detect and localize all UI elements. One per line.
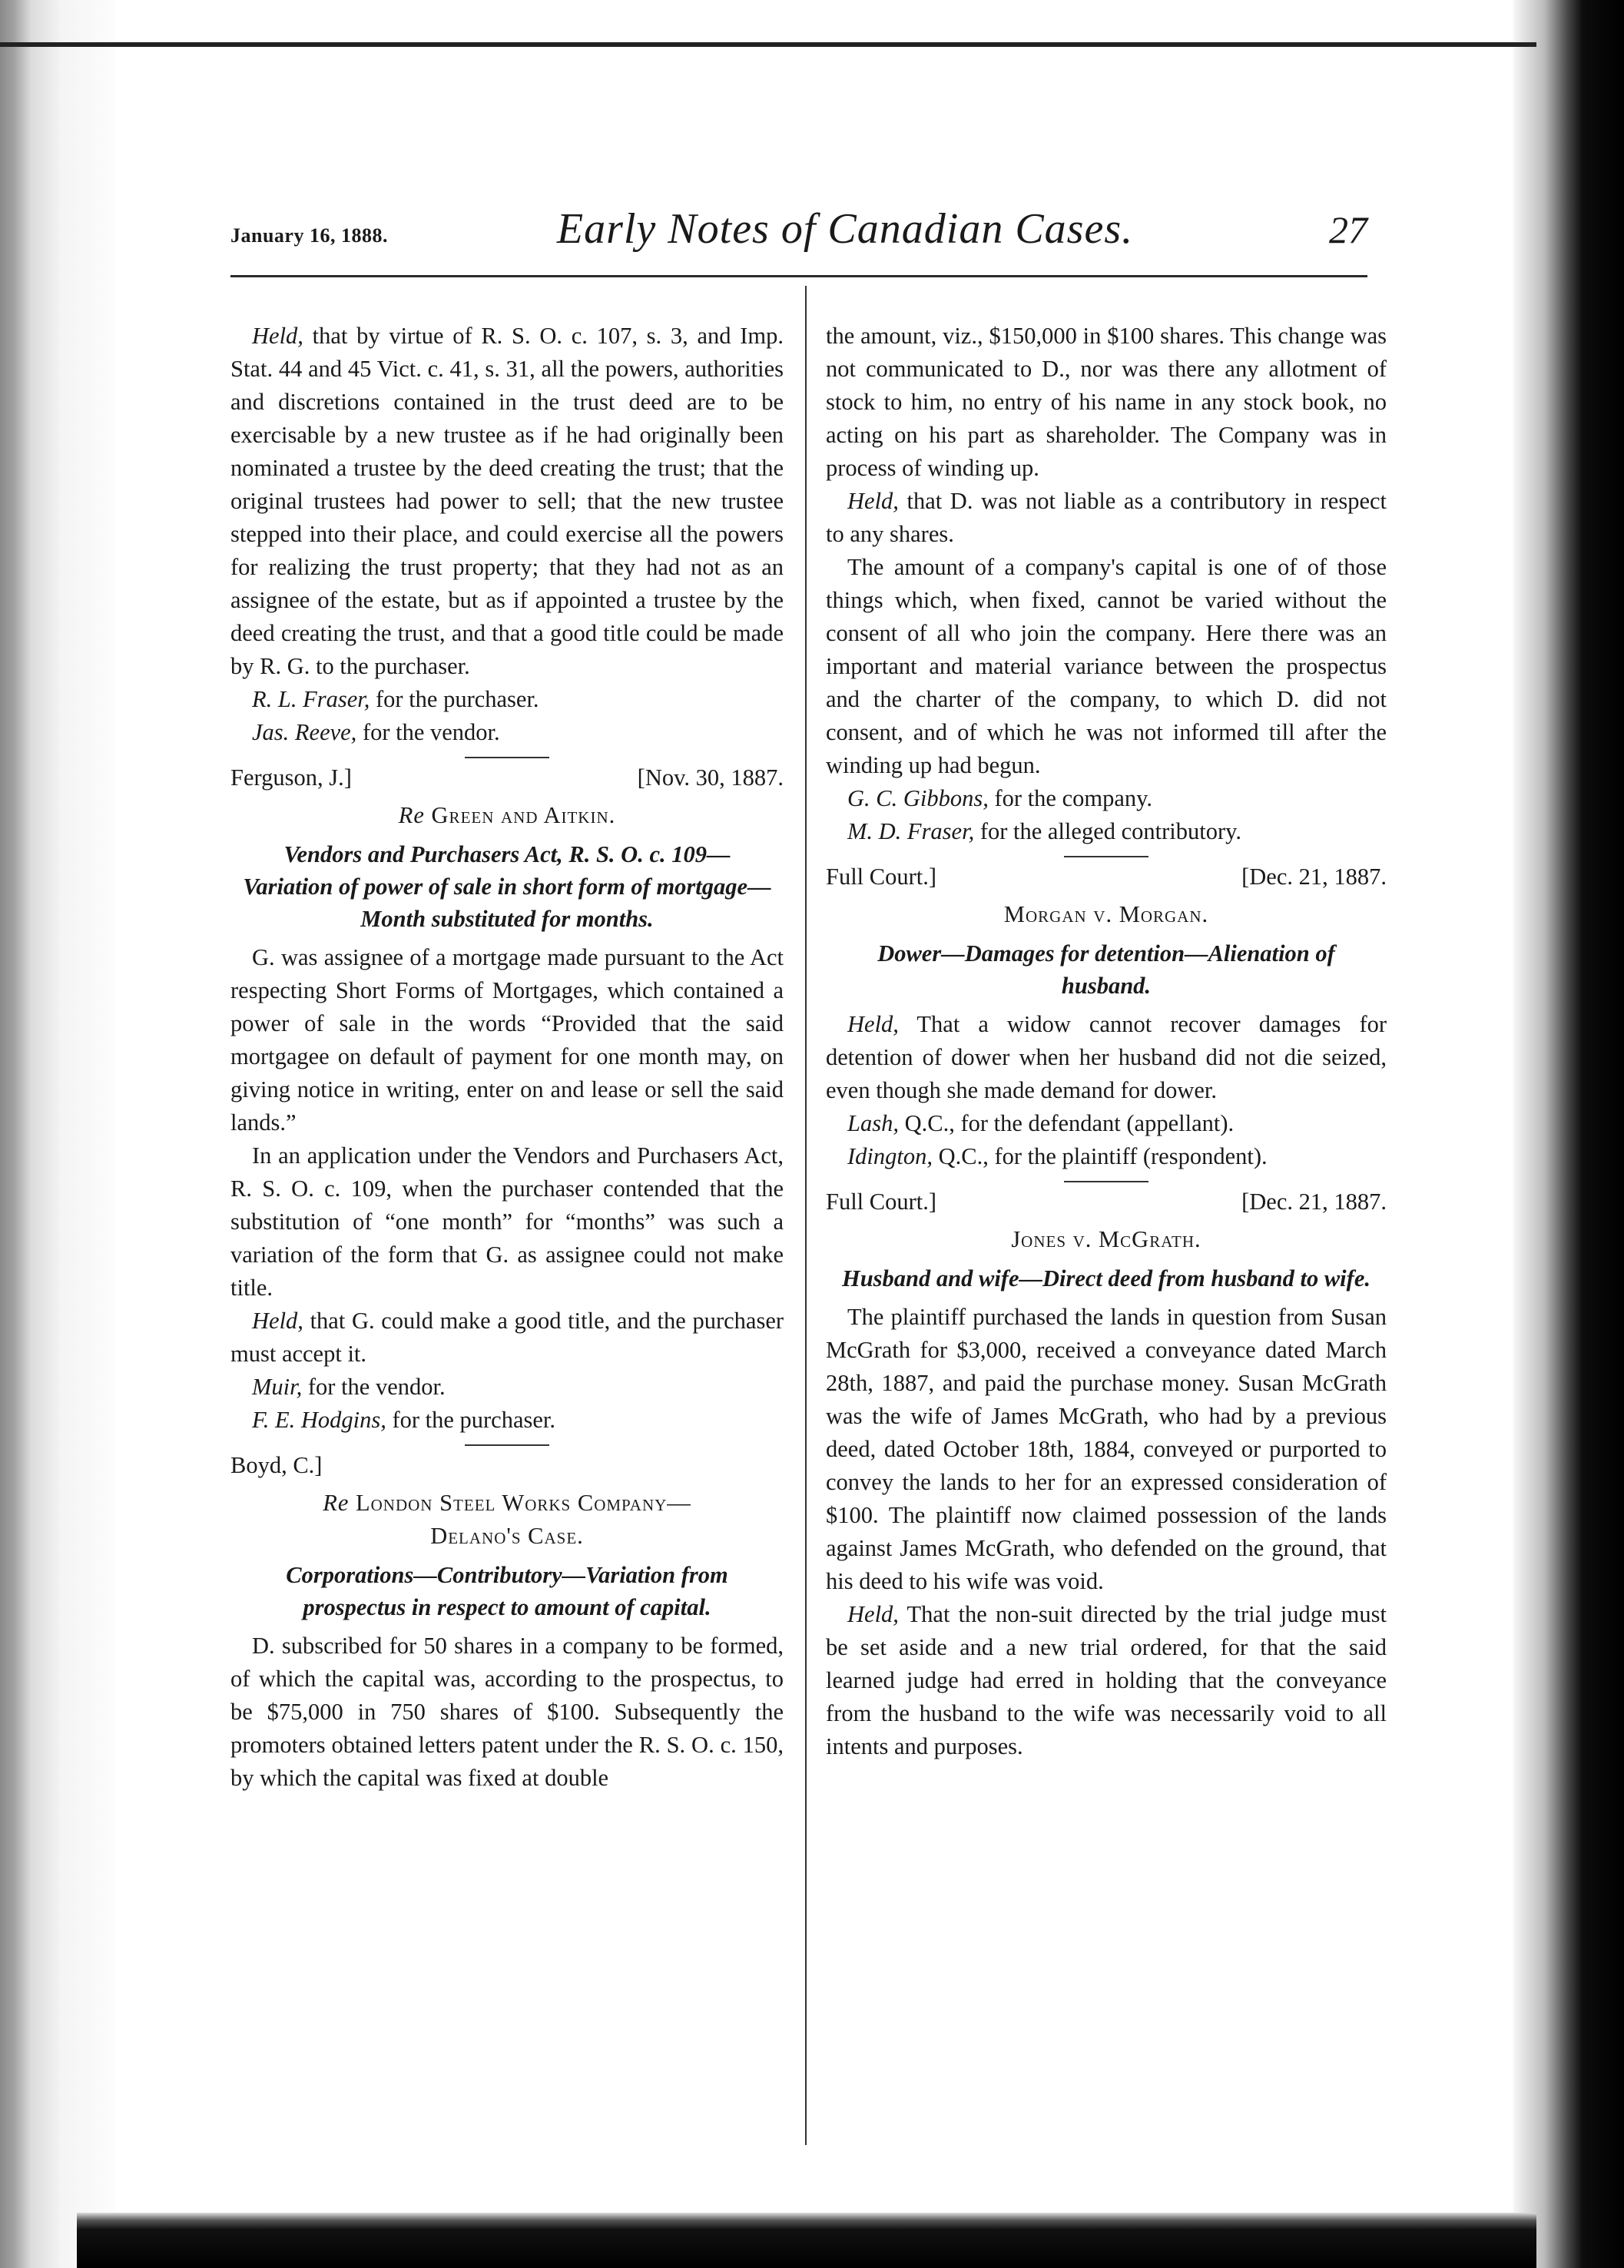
scan-edge-right bbox=[1513, 0, 1624, 2268]
counsel-role: for the company. bbox=[994, 785, 1153, 811]
body-paragraph: In an application under the Vendors and Purchasers Act, R. S. O. c. 109, when the purchaser contended that the substitution of “one month” for “months” was such a variation of the form that G. as assignee could not make title. bbox=[230, 1142, 784, 1301]
body-paragraph: D. subscribed for 50 shares in a company to be formed, of which the capital was, according to the prospectus, to be $75,000 in 750 shares of $100. Subsequently the promoters obtained letters patent under the R. S. O. c. 150, by which the capital was fixed at double bbox=[230, 1633, 784, 1791]
counsel-name: F. E. Hodgins, bbox=[252, 1407, 386, 1433]
case-separator bbox=[1064, 856, 1148, 857]
scan-edge-left bbox=[0, 0, 115, 2268]
case-separator bbox=[465, 1444, 549, 1446]
headnote: Vendors and Purchasers Act, R. S. O. c. 109— Variation of power of sale in short form of mortgage—Month substituted for months. bbox=[243, 841, 771, 932]
scan-edge-bottom bbox=[77, 2213, 1536, 2268]
headnote: Husband and wife—Direct deed from husband to wife. bbox=[842, 1265, 1370, 1292]
body-paragraph: G. was assignee of a mortgage made pursuant to the Act respecting Short Forms of Mortgages, which contained a power of sale in the words “Provided that the said mortgagee on default of payment for one month may, on giving notice in writing, enter on and lease or sell the said lands.” bbox=[230, 944, 784, 1136]
held-paragraph bbox=[826, 1008, 1387, 1107]
counsel-line bbox=[826, 782, 1387, 815]
counsel-line bbox=[230, 683, 784, 716]
counsel-role: for the purchaser. bbox=[376, 686, 539, 712]
case-title bbox=[230, 1487, 784, 1553]
counsel-line bbox=[826, 1107, 1387, 1140]
case-name-line2: Delano's Case. bbox=[430, 1523, 584, 1549]
court-name: Full Court.] bbox=[826, 1189, 937, 1215]
held-paragraph bbox=[230, 1305, 784, 1371]
court-name: Boyd, C.] bbox=[230, 1452, 323, 1478]
court-line bbox=[230, 761, 784, 794]
court-line bbox=[826, 860, 1387, 894]
body-paragraph: The plaintiff purchased the lands in question from Susan McGrath for $3,000, received a conveyance dated March 28th, 1887, and paid the purchase money. Susan McGrath was the wife of James McGrath, who had by a previous deed, dated October 18th, 1884, conveyed or purported to convey the lands to her for an expressed consideration of $100. The plaintiff now claimed possession of the lands against James McGrath, who defended on the ground, that his deed to his wife was void. bbox=[826, 1304, 1387, 1594]
held-label: Held, bbox=[847, 1011, 899, 1037]
held-paragraph bbox=[230, 320, 784, 683]
scan-edge-top bbox=[0, 42, 1536, 47]
counsel-role: Q.C., for the defendant (appellant). bbox=[904, 1110, 1235, 1136]
counsel-line bbox=[826, 815, 1387, 848]
held-text: that by virtue of R. S. O. c. 107, s. 3, and Imp. Stat. 44 and 45 Vict. c. 41, s. 31, all the powers, authorities and discretions contained in the trust deed are to be exercisable by a new trustee as if he had originally been nominated a trustee by the deed creating the trust; that the original trustees had power to sell; that the new trustee stepped into their place, and could exercise all the powers for realizing the trust property; that they had not as an assignee of the estate, but as if appointed a trustee by the deed creating the trust, and that a good title could be made by R. G. to the purchaser. bbox=[230, 323, 784, 679]
court-line bbox=[826, 1185, 1387, 1219]
held-label: Held, bbox=[847, 1601, 899, 1627]
page-header bbox=[230, 198, 1367, 260]
counsel-name: M. D. Fraser, bbox=[847, 818, 975, 844]
case-title bbox=[230, 799, 784, 832]
header-rule bbox=[230, 275, 1367, 277]
column-divider bbox=[805, 286, 807, 2145]
held-paragraph bbox=[826, 485, 1387, 551]
case-title: Morgan v. Morgan. bbox=[1003, 901, 1209, 927]
case-title: Jones v. McGrath. bbox=[1011, 1226, 1201, 1252]
counsel-name: G. C. Gibbons, bbox=[847, 785, 989, 811]
case-date: [Nov. 30, 1887. bbox=[637, 764, 784, 791]
re-prefix: Re bbox=[398, 802, 425, 828]
counsel-role: for the purchaser. bbox=[392, 1407, 556, 1433]
counsel-name: Lash, bbox=[847, 1110, 899, 1136]
counsel-line bbox=[230, 1371, 784, 1404]
left-column bbox=[230, 320, 784, 1795]
case-name: London Steel Works Company— bbox=[356, 1490, 691, 1516]
held-text: that G. could make a good title, and the purchaser must accept it. bbox=[230, 1308, 784, 1367]
counsel-name: Jas. Reeve, bbox=[252, 719, 357, 745]
counsel-line bbox=[230, 1404, 784, 1437]
case-date: [Dec. 21, 1887. bbox=[1241, 1189, 1387, 1215]
court-name: Full Court.] bbox=[826, 864, 937, 890]
held-text: that D. was not liable as a contributory in respect to any shares. bbox=[826, 488, 1387, 547]
counsel-role: for the vendor. bbox=[362, 719, 500, 745]
case-date: [Dec. 21, 1887. bbox=[1241, 864, 1387, 890]
court-line bbox=[230, 1449, 784, 1482]
right-column bbox=[826, 320, 1387, 1763]
held-text: That a widow cannot recover damages for detention of dower when her husband did not die seized, even though she made demand for dower. bbox=[826, 1011, 1387, 1103]
held-label: Held, bbox=[252, 1308, 303, 1334]
counsel-role: for the vendor. bbox=[307, 1374, 446, 1400]
counsel-role: Q.C., for the plaintiff (respondent). bbox=[938, 1143, 1268, 1169]
held-label: Held, bbox=[252, 323, 303, 349]
held-text: That the non-suit directed by the trial judge must be set aside and a new trial ordered, for that the said learned judge had erred in holding that the conveyance from the husband to the wife was necessarily void to all intents and purposes. bbox=[826, 1601, 1387, 1759]
counsel-name: Muir, bbox=[252, 1374, 303, 1400]
counsel-line bbox=[230, 716, 784, 749]
counsel-line bbox=[826, 1140, 1387, 1173]
case-name: Green and Aitkin. bbox=[431, 802, 616, 828]
headnote: Dower—Damages for detention—Alienation of husband. bbox=[877, 940, 1335, 999]
body-paragraph: the amount, viz., $150,000 in $100 shares. This change was not communicated to D., nor was there any allotment of stock to him, no entry of his name in any stock book, no acting on his part as shareholder. The Company was in process of winding up. bbox=[826, 323, 1387, 481]
case-separator bbox=[465, 757, 549, 758]
held-paragraph bbox=[826, 1598, 1387, 1763]
counsel-role: for the alleged contributory. bbox=[979, 818, 1242, 844]
court-name: Ferguson, J.] bbox=[230, 764, 352, 791]
page-number: 27 bbox=[1329, 208, 1367, 251]
body-paragraph: The amount of a company's capital is one of of those things which, when fixed, cannot be varied without the consent of all who join the company. Here there was an important and material variance between the prospectus and the charter of the company, to which D. did not consent, and of which he was not informed till after the winding up had begun. bbox=[826, 554, 1387, 778]
held-label: Held, bbox=[847, 488, 899, 514]
counsel-name: Idington, bbox=[847, 1143, 933, 1169]
header-title: Early Notes of Canadian Cases. bbox=[556, 205, 1134, 253]
counsel-name: R. L. Fraser, bbox=[252, 686, 370, 712]
header-date: January 16, 1888. bbox=[230, 224, 388, 247]
headnote: Corporations—Contributory—Variation from prospectus in respect to amount of capital. bbox=[286, 1562, 728, 1620]
re-prefix: Re bbox=[323, 1490, 350, 1516]
case-separator bbox=[1064, 1181, 1148, 1182]
